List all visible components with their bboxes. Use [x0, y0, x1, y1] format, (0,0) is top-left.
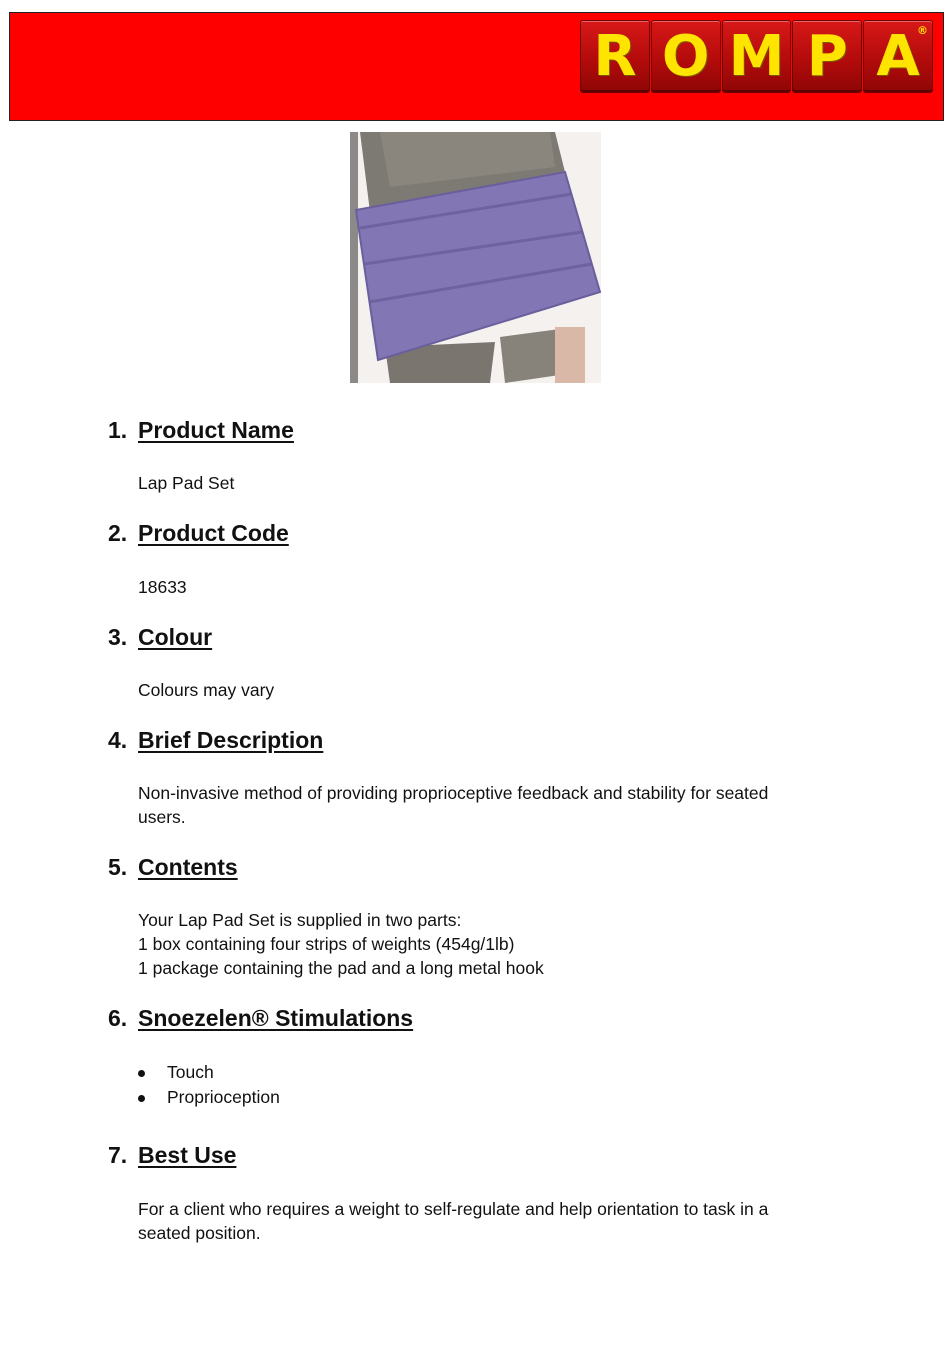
bullet-icon	[138, 1085, 167, 1110]
section-heading-brief-description	[108, 727, 323, 754]
section-number: 4.	[108, 727, 128, 753]
contents-text: Your Lap Pad Set is supplied in two parts: 1 box containing four strips of weights (454g/1lb) 1 package containing the pad and a long metal hook	[138, 910, 544, 978]
section-title: Contents	[138, 854, 238, 880]
logo-letter: M	[722, 20, 792, 93]
section-number: 7.	[108, 1142, 128, 1168]
section-number: 2.	[108, 520, 128, 546]
section-number: 5.	[108, 854, 128, 880]
section-title: Colour	[138, 624, 213, 650]
section-heading-contents	[108, 854, 238, 881]
section-heading-best-use	[108, 1142, 236, 1169]
best-use-text: For a client who requires a weight to self-regulate and help orientation to task in a seated position.	[138, 1199, 769, 1243]
section-heading-product-name	[108, 417, 294, 444]
list-item: Touch	[138, 1060, 280, 1085]
section-title: Brief Description	[138, 727, 324, 753]
section-title: Product Code	[138, 520, 289, 546]
rompa-logo	[580, 20, 933, 93]
colour-value: Colours may vary	[138, 680, 275, 700]
product-photo	[350, 132, 601, 383]
product-code-value: 18633	[138, 577, 187, 597]
product-name-value: Lap Pad Set	[138, 473, 235, 493]
registered-mark: ®	[916, 24, 928, 37]
section-heading-snoezelen-stimulations	[108, 1005, 413, 1032]
logo-letter: P	[792, 20, 862, 93]
section-title: Product Name	[138, 417, 294, 443]
stimulations-list	[138, 1060, 280, 1110]
section-number: 1.	[108, 417, 128, 443]
logo-letter: O	[651, 20, 721, 93]
bullet-icon	[138, 1060, 167, 1085]
section-number: 6.	[108, 1005, 128, 1031]
section-title: Snoezelen® Stimulations	[138, 1005, 414, 1031]
section-number: 3.	[108, 624, 128, 650]
logo-letter: A ®	[863, 20, 933, 93]
section-heading-colour	[108, 624, 212, 651]
logo-letter: R	[580, 20, 650, 93]
section-heading-product-code	[108, 520, 289, 547]
list-item: Proprioception	[138, 1085, 280, 1110]
section-title: Best Use	[138, 1142, 237, 1168]
brief-description-text: Non-invasive method of providing proprioceptive feedback and stability for seated users.	[138, 783, 769, 827]
